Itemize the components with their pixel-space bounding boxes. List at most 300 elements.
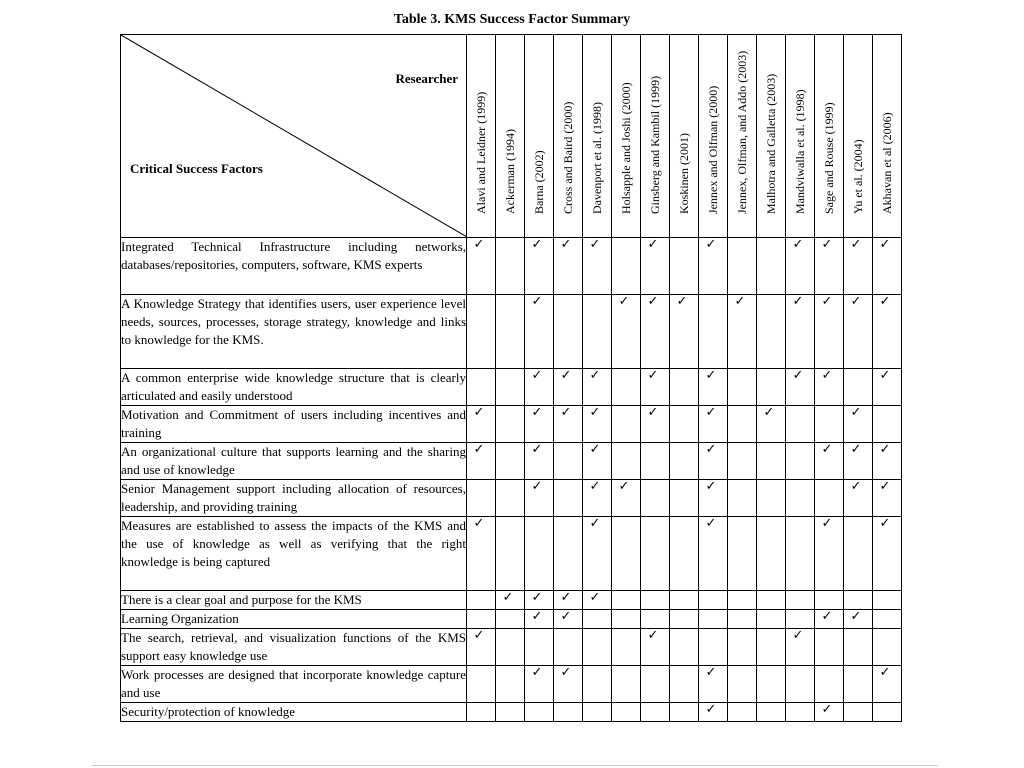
success-factor-cell: Learning Organization [121, 610, 467, 629]
mark-cell [583, 480, 612, 517]
check-mark-icon: ✓ [879, 237, 891, 252]
mark-cell [641, 666, 670, 703]
mark-cell [757, 666, 786, 703]
check-mark-icon: ✓ [531, 237, 543, 252]
mark-cell [844, 517, 873, 591]
mark-cell [467, 238, 496, 295]
researcher-column-header [844, 35, 873, 238]
mark-cell [612, 517, 641, 591]
mark-cell [757, 610, 786, 629]
mark-cell [525, 517, 554, 591]
mark-cell [844, 406, 873, 443]
check-mark-icon: ✓ [821, 294, 833, 309]
check-mark-icon: ✓ [647, 368, 659, 383]
check-mark-icon: ✓ [531, 442, 543, 457]
check-mark-icon: ✓ [473, 516, 485, 531]
mark-cell [873, 480, 902, 517]
check-mark-icon: ✓ [850, 405, 862, 420]
researcher-name: Akhavan et al (2006) [880, 112, 894, 214]
mark-cell [467, 591, 496, 610]
researcher-column-header [815, 35, 844, 238]
researcher-name: Jennex, Olfman, and Addo (2003) [735, 50, 749, 214]
mark-cell [786, 666, 815, 703]
table-row [121, 406, 902, 443]
researcher-name: Ginsberg and Kambil (1999) [648, 75, 662, 214]
check-mark-icon: ✓ [560, 405, 572, 420]
mark-cell [496, 517, 525, 591]
researcher-name: Malhotra and Galletta (2003) [764, 73, 778, 214]
check-mark-icon: ✓ [879, 665, 891, 680]
check-mark-icon: ✓ [473, 442, 485, 457]
mark-cell [496, 369, 525, 406]
researcher-column-header [467, 35, 496, 238]
mark-cell [873, 406, 902, 443]
check-mark-icon: ✓ [879, 294, 891, 309]
mark-cell [699, 591, 728, 610]
mark-cell [699, 629, 728, 666]
check-mark-icon: ✓ [763, 405, 775, 420]
mark-cell [728, 591, 757, 610]
mark-cell [496, 238, 525, 295]
check-mark-icon: ✓ [531, 368, 543, 383]
mark-cell [583, 443, 612, 480]
table-row [121, 369, 902, 406]
check-mark-icon: ✓ [647, 628, 659, 643]
check-mark-icon: ✓ [705, 702, 717, 717]
mark-cell [786, 443, 815, 480]
mark-cell [525, 703, 554, 722]
mark-cell [815, 629, 844, 666]
check-mark-icon: ✓ [705, 237, 717, 252]
mark-cell [583, 666, 612, 703]
mark-cell [641, 610, 670, 629]
mark-cell [728, 369, 757, 406]
table-row [121, 295, 902, 369]
mark-cell [815, 406, 844, 443]
researcher-name: Alavi and Leidner (1999) [474, 91, 488, 214]
check-mark-icon: ✓ [560, 368, 572, 383]
mark-cell [554, 443, 583, 480]
mark-cell [583, 610, 612, 629]
mark-cell [699, 443, 728, 480]
researcher-name: Mandviwalla et al. (1998) [793, 89, 807, 214]
mark-cell [873, 610, 902, 629]
check-mark-icon: ✓ [821, 368, 833, 383]
mark-cell [844, 629, 873, 666]
mark-cell [699, 517, 728, 591]
check-mark-icon: ✓ [560, 590, 572, 605]
mark-cell [699, 610, 728, 629]
mark-cell [583, 703, 612, 722]
mark-cell [641, 703, 670, 722]
mark-cell [612, 295, 641, 369]
mark-cell [467, 629, 496, 666]
researcher-name: Koskinen (2001) [677, 133, 691, 214]
mark-cell [815, 517, 844, 591]
check-mark-icon: ✓ [560, 609, 572, 624]
mark-cell [728, 629, 757, 666]
mark-cell [612, 443, 641, 480]
critical-success-factors-header-label: Critical Success Factors [130, 161, 263, 176]
researcher-column-header [670, 35, 699, 238]
mark-cell [815, 238, 844, 295]
mark-cell [554, 406, 583, 443]
mark-cell [554, 369, 583, 406]
check-mark-icon: ✓ [705, 516, 717, 531]
mark-cell [670, 629, 699, 666]
mark-cell [728, 238, 757, 295]
mark-cell [844, 591, 873, 610]
mark-cell [583, 295, 612, 369]
mark-cell [873, 238, 902, 295]
check-mark-icon: ✓ [879, 442, 891, 457]
mark-cell [496, 480, 525, 517]
mark-cell [496, 703, 525, 722]
mark-cell [496, 295, 525, 369]
table-row [121, 703, 902, 722]
mark-cell [757, 629, 786, 666]
mark-cell [467, 369, 496, 406]
mark-cell [699, 666, 728, 703]
mark-cell [757, 480, 786, 517]
mark-cell [554, 480, 583, 517]
mark-cell [844, 443, 873, 480]
check-mark-icon: ✓ [473, 628, 485, 643]
check-mark-icon: ✓ [792, 294, 804, 309]
check-mark-icon: ✓ [589, 442, 601, 457]
mark-cell [583, 238, 612, 295]
researcher-name: Yu et al. (2004) [851, 139, 865, 214]
check-mark-icon: ✓ [589, 516, 601, 531]
table-row [121, 610, 902, 629]
success-factor-cell: Senior Management support including allocation of resources, leadership, and providing training [121, 480, 467, 517]
researcher-column-header [554, 35, 583, 238]
mark-cell [873, 666, 902, 703]
success-factor-cell: An organizational culture that supports learning and the sharing and use of knowledge [121, 443, 467, 480]
mark-cell [757, 238, 786, 295]
mark-cell [554, 238, 583, 295]
check-mark-icon: ✓ [850, 479, 862, 494]
mark-cell [815, 480, 844, 517]
researcher-column-header [757, 35, 786, 238]
mark-cell [641, 517, 670, 591]
mark-cell [786, 406, 815, 443]
mark-cell [641, 443, 670, 480]
mark-cell [583, 369, 612, 406]
mark-cell [525, 610, 554, 629]
mark-cell [496, 629, 525, 666]
mark-cell [467, 443, 496, 480]
success-factor-cell: Security/protection of knowledge [121, 703, 467, 722]
mark-cell [525, 629, 554, 666]
mark-cell [728, 295, 757, 369]
mark-cell [844, 703, 873, 722]
mark-cell [699, 406, 728, 443]
header-row [121, 35, 902, 238]
mark-cell [873, 517, 902, 591]
check-mark-icon: ✓ [821, 442, 833, 457]
mark-cell [815, 295, 844, 369]
mark-cell [641, 295, 670, 369]
mark-cell [641, 369, 670, 406]
mark-cell [757, 517, 786, 591]
mark-cell [670, 666, 699, 703]
mark-cell [699, 295, 728, 369]
mark-cell [641, 591, 670, 610]
mark-cell [757, 369, 786, 406]
mark-cell [844, 238, 873, 295]
mark-cell [641, 406, 670, 443]
mark-cell [815, 443, 844, 480]
check-mark-icon: ✓ [502, 590, 514, 605]
mark-cell [786, 591, 815, 610]
mark-cell [699, 703, 728, 722]
mark-cell [612, 703, 641, 722]
mark-cell [815, 666, 844, 703]
success-factor-cell: Integrated Technical Infrastructure including networks, databases/repositories, computers, software, KMS experts [121, 238, 467, 295]
mark-cell [496, 666, 525, 703]
mark-cell [496, 591, 525, 610]
table-title: Table 3. KMS Success Factor Summary [393, 12, 631, 27]
check-mark-icon: ✓ [647, 237, 659, 252]
check-mark-icon: ✓ [589, 368, 601, 383]
check-mark-icon: ✓ [531, 405, 543, 420]
check-mark-icon: ✓ [618, 294, 630, 309]
check-mark-icon: ✓ [560, 237, 572, 252]
mark-cell [554, 295, 583, 369]
kms-success-factor-table [120, 34, 902, 722]
mark-cell [670, 406, 699, 443]
mark-cell [554, 517, 583, 591]
researcher-column-header [612, 35, 641, 238]
mark-cell [757, 591, 786, 610]
table-row [121, 480, 902, 517]
check-mark-icon: ✓ [618, 479, 630, 494]
mark-cell [641, 480, 670, 517]
mark-cell [467, 406, 496, 443]
mark-cell [525, 480, 554, 517]
check-mark-icon: ✓ [589, 405, 601, 420]
table-row [121, 591, 902, 610]
mark-cell [815, 369, 844, 406]
mark-cell [699, 238, 728, 295]
check-mark-icon: ✓ [792, 237, 804, 252]
mark-cell [612, 591, 641, 610]
check-mark-icon: ✓ [560, 665, 572, 680]
mark-cell [496, 406, 525, 443]
table-row [121, 443, 902, 480]
mark-cell [844, 610, 873, 629]
check-mark-icon: ✓ [705, 665, 717, 680]
mark-cell [583, 629, 612, 666]
mark-cell [757, 703, 786, 722]
mark-cell [873, 629, 902, 666]
researcher-column-header [699, 35, 728, 238]
mark-cell [496, 443, 525, 480]
mark-cell [786, 703, 815, 722]
researcher-name: Holsapple and Joshi (2000) [619, 82, 633, 214]
mark-cell [525, 443, 554, 480]
mark-cell [757, 443, 786, 480]
check-mark-icon: ✓ [879, 516, 891, 531]
mark-cell [844, 295, 873, 369]
mark-cell [670, 295, 699, 369]
check-mark-icon: ✓ [821, 609, 833, 624]
researcher-header-label: Researcher [395, 71, 458, 86]
mark-cell [757, 295, 786, 369]
mark-cell [728, 406, 757, 443]
mark-cell [786, 480, 815, 517]
researcher-name: Jennex and Olfman (2000) [706, 85, 720, 214]
mark-cell [554, 591, 583, 610]
mark-cell [728, 480, 757, 517]
researcher-name: Cross and Baird (2000) [561, 101, 575, 214]
check-mark-icon: ✓ [705, 479, 717, 494]
mark-cell [786, 295, 815, 369]
mark-cell [815, 610, 844, 629]
mark-cell [728, 517, 757, 591]
check-mark-icon: ✓ [821, 516, 833, 531]
mark-cell [583, 591, 612, 610]
mark-cell [873, 295, 902, 369]
check-mark-icon: ✓ [676, 294, 688, 309]
researcher-name: Barna (2002) [532, 150, 546, 214]
mark-cell [612, 369, 641, 406]
mark-cell [873, 703, 902, 722]
check-mark-icon: ✓ [531, 294, 543, 309]
researcher-column-header [641, 35, 670, 238]
mark-cell [670, 703, 699, 722]
check-mark-icon: ✓ [705, 368, 717, 383]
mark-cell [554, 703, 583, 722]
mark-cell [757, 406, 786, 443]
success-factor-cell: A Knowledge Strategy that identifies users, user experience level needs, sources, processes, storage strategy, knowledge and links to knowledge for the KMS. [121, 295, 467, 369]
mark-cell [786, 629, 815, 666]
page-bottom-rule [92, 765, 938, 766]
mark-cell [525, 406, 554, 443]
diagonal-divider [121, 35, 467, 237]
mark-cell [844, 369, 873, 406]
check-mark-icon: ✓ [531, 590, 543, 605]
mark-cell [670, 517, 699, 591]
success-factor-cell: There is a clear goal and purpose for the KMS [121, 591, 467, 610]
table-row [121, 666, 902, 703]
mark-cell [583, 406, 612, 443]
mark-cell [467, 517, 496, 591]
mark-cell [699, 369, 728, 406]
mark-cell [641, 238, 670, 295]
check-mark-icon: ✓ [705, 405, 717, 420]
mark-cell [728, 666, 757, 703]
check-mark-icon: ✓ [879, 368, 891, 383]
check-mark-icon: ✓ [821, 702, 833, 717]
mark-cell [728, 610, 757, 629]
mark-cell [670, 610, 699, 629]
mark-cell [554, 629, 583, 666]
check-mark-icon: ✓ [647, 294, 659, 309]
check-mark-icon: ✓ [473, 405, 485, 420]
mark-cell [815, 703, 844, 722]
mark-cell [670, 238, 699, 295]
check-mark-icon: ✓ [792, 628, 804, 643]
mark-cell [525, 369, 554, 406]
mark-cell [786, 369, 815, 406]
success-factor-cell: Motivation and Commitment of users including incentives and training [121, 406, 467, 443]
table-row [121, 238, 902, 295]
check-mark-icon: ✓ [850, 294, 862, 309]
check-mark-icon: ✓ [531, 609, 543, 624]
check-mark-icon: ✓ [589, 237, 601, 252]
mark-cell [699, 480, 728, 517]
check-mark-icon: ✓ [705, 442, 717, 457]
mark-cell [728, 443, 757, 480]
check-mark-icon: ✓ [647, 405, 659, 420]
mark-cell [467, 610, 496, 629]
mark-cell [641, 629, 670, 666]
mark-cell [873, 369, 902, 406]
mark-cell [728, 703, 757, 722]
check-mark-icon: ✓ [531, 665, 543, 680]
researcher-column-header [786, 35, 815, 238]
mark-cell [467, 666, 496, 703]
mark-cell [786, 610, 815, 629]
check-mark-icon: ✓ [850, 609, 862, 624]
check-mark-icon: ✓ [734, 294, 746, 309]
check-mark-icon: ✓ [792, 368, 804, 383]
mark-cell [873, 591, 902, 610]
mark-cell [525, 295, 554, 369]
mark-cell [670, 369, 699, 406]
header-corner-cell [121, 35, 467, 238]
mark-cell [670, 591, 699, 610]
check-mark-icon: ✓ [879, 479, 891, 494]
researcher-column-header [873, 35, 902, 238]
table-row [121, 517, 902, 591]
mark-cell [670, 480, 699, 517]
mark-cell [525, 591, 554, 610]
mark-cell [554, 666, 583, 703]
mark-cell [525, 238, 554, 295]
mark-cell [612, 610, 641, 629]
check-mark-icon: ✓ [589, 479, 601, 494]
table-row [121, 629, 902, 666]
researcher-column-header [496, 35, 525, 238]
mark-cell [467, 703, 496, 722]
check-mark-icon: ✓ [473, 237, 485, 252]
mark-cell [612, 629, 641, 666]
mark-cell [786, 517, 815, 591]
mark-cell [612, 238, 641, 295]
mark-cell [467, 480, 496, 517]
success-factor-cell: Measures are established to assess the impacts of the KMS and the use of knowledge as well as verifying that the right knowledge is being captured [121, 517, 467, 591]
mark-cell [467, 295, 496, 369]
mark-cell [496, 610, 525, 629]
mark-cell [612, 406, 641, 443]
mark-cell [612, 480, 641, 517]
mark-cell [844, 480, 873, 517]
mark-cell [844, 666, 873, 703]
mark-cell [786, 238, 815, 295]
check-mark-icon: ✓ [531, 479, 543, 494]
researcher-column-header [583, 35, 612, 238]
mark-cell [525, 666, 554, 703]
researcher-column-header [525, 35, 554, 238]
check-mark-icon: ✓ [589, 590, 601, 605]
check-mark-icon: ✓ [850, 442, 862, 457]
researcher-name: Ackerman (1994) [503, 129, 517, 214]
success-factor-cell: The search, retrieval, and visualization functions of the KMS support easy knowledge use [121, 629, 467, 666]
mark-cell [554, 610, 583, 629]
